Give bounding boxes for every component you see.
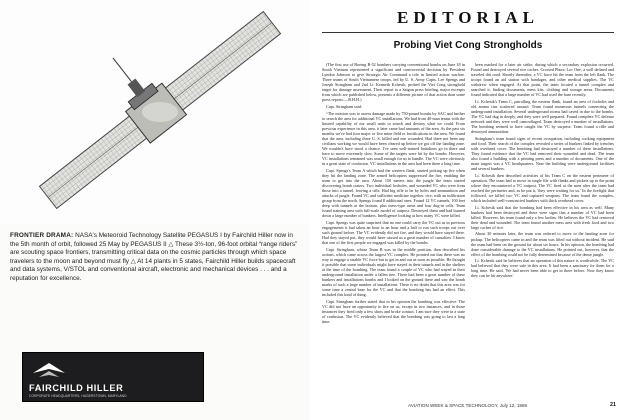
fairchild-hiller-logo xyxy=(22,352,204,402)
paragraph: “The mission was to assess damage made by 750-pound bombs by SAC and further to search the area for additional VC installations. We had from 40-man teams with the limited capability of our small units to search and destroy what we could. From previous experience in this area, it later came bad amounts of the area. As the past six months we've had four major or five mine field or fortifications in the area. We found that the area, including three U. S. killed and one wounded. Had there not been any civilians working we would have been cleared up before we got off the landing zone. We wouldn't have stood a chance. I've seen well-trained battalions go in there and have to move extremely slow. Some of the targets were hit by the bombs. However, VC installations remained was small enough for us to handle. The VC were obviously in a great state of confusion. VC installations in the area had been there a long time. xyxy=(322,110,465,167)
logo-address: CORPORATE HEADQUARTERS, HAGERSTOWN, MARYLAND xyxy=(29,394,127,398)
page-number: 21 xyxy=(610,402,616,408)
headline: Probing Viet Cong Strongholds xyxy=(393,40,543,51)
satellite-illustration xyxy=(0,0,310,225)
article-column-left xyxy=(322,62,465,398)
paragraph: (The first use of Boeing B-52 bombers carrying conventional bombs on June 18 in South Vietnam represented a significant and controversial decision by President Lyndon Johnson to give Strategic Air Command a role in limited action warfare. Three teams of South Vietnamese troops, led by U. S. Army Capts. Lee Spengs and Joseph Stringham and 2nd Lt. Kenneth Kchesik, probed the Viet Cong stronghold target for damage assessment. Their report to a Saigon press briefing, major excerpts from which are published below, presents a different picture of that action than some press reports.—R.H.H.) xyxy=(322,62,465,103)
masthead: EDITORIAL xyxy=(397,8,539,27)
paragraph: been marked for a later air strike, during which a secondary explosion occurred. Found and destroyed several rice caches. Crossed Phuoc Loc One, a well defined and traveled dirt road. Shortly thereafter, a VC force hit the team from the left flank. The troops found an aid station with bandages, and other medical supplies. The VC withdrew when engaged. At that point, the team located a tunnel complex and searched it, finding documents, mess kits, clothing and storage areas. Documents found indicated that a large number of VC had used the base recently. xyxy=(471,62,614,98)
paragraph: Lt. Kchesik's Team C, patrolling the eastern flank, found an area of foxholes and old ammo tins scattered around. Team found numerous tunnels connecting the underground installation. Several underground rooms had caved in due to the bombs. The VC had dug in deeply, and they were well prepared. Found complete VC defense network and they were well camouflaged. Team destroyed a number of installations. The bombing seemed to have caught the VC by surprise. Team found a rifle and destroyed ammunition. xyxy=(471,98,614,135)
paragraph: Capt. Stringham further stated that in his opinion the bombing was effective. The VC did not have an opportunity to fire on us, except in two instances, and in those instances they fired only a few shots and broke contact. I am sure they were in a state of confusion. The VC evidently believed that the bombing was going to last a long time. xyxy=(322,298,465,324)
paragraph: Lt. Kchesik said he believes that an operation of this nature is worthwhile. The VC had believed that they were safe in this area. It had been a sanctuary for them for a long time. He said, 'We had never been able to get in there before. Now they know they can be hit anywhere.' xyxy=(471,258,614,279)
fh-emblem-icon xyxy=(31,359,67,383)
paragraph: About 30 minutes later, the team was ordered to move to the landing zone for pickup. The helicopters came in and the team was lifted out without incident. He said the team had been on the ground for about six hours. In his opinion, the bombing had done considerable damage to the VC installations. He pointed out, however, that the effect of the bombing could not be fully determined because of the dense jungle. xyxy=(471,231,614,257)
article-column-right xyxy=(471,62,614,398)
editorial-page xyxy=(318,0,628,420)
advertisement-page xyxy=(0,0,310,420)
caption-body: NASA's Meteoroid Technology Satellite PEGASUS I by Fairchild Hiller now in the 5th month of orbit, followed 25 May by PEGASUS II △ These 3½-ton, 96-foot orbital “range riders” are scouting space frontiers, transmitting critical data on the cosmic particles through which space travelers to the moon and beyond must fly △ At 14 plants in 5 states, Fairchild Hiller builds spacecraft and data systems, V/STOL and conventional aircraft, electronic and mechanical devices . . . and a reputation for excellence. xyxy=(10,232,298,282)
ad-caption xyxy=(10,232,302,284)
paragraph: Capt. Stringham, whose Team B was in the middle position, then described his actions, which came across the largest VC complex. He pointed out that there was no way to engage a sizable VC force but to get in and out as soon as possible. He thought it possible that some individuals might have stayed in their tunnels and in the shelters at the time of the bombing. The team found a couple of VC who had stayed in their underground installation under a fallen tree. There had been a great number of these bunkers and installations bombs and I looked on the ground there and saw the bomb marks of such a large number of installations. There is no doubt that this area was for some time a central base for the VC and that the bombing has had an effect. This included this kind of thing. xyxy=(322,246,465,298)
paragraph: Capt. Stringham said: xyxy=(326,103,362,109)
pegasus-satellite-photo xyxy=(0,0,310,225)
paragraph: Lt. Kchesik then described activities of his Team C on the eastern perimeter of operation. The team had to move in single file with flanks and pickets up to the point where they encountered a VC outpost. The VC fired at the men after the team had reached the perimeter and, as he put it, 'they were waiting for us.' In the firefight that followed, we killed two VC and captured weapons. The team found the complex, which included well-constructed bunkers with thick overhead cover. xyxy=(471,172,614,203)
paragraph: Capt. Spengs was quite surprised that no one could carry the VC out as in previous engagements it had taken an hour to an hour and a half to run such troops out over such ground before. The VC evidently did not fire, and they would have stayed there. Had they stayed put, they would have caused us a great number of casualties. I know that one of the first people we engaged was killed by the bombs. xyxy=(322,219,465,245)
paragraph: Capt. Spengs's Team A which had the western flank, started picking up fire when they hit the landing zone. The armed helicopters suppressed the fire, enabling the team to get into the area. About 150 meters into the jungle the team started discovering bomb craters. Two individual foxholes, and wounded VC who were from those into a tunnel, leaving a rifle. Had big rifle to be by holes and ammunition and attacks of jungle. Found VC and sufficient medicine together, rice, with an infiltration group from the north. Spengs found 8 additional ones. Found 12 VC tunnels, 100 feet deep with tunnels at the bottom, plus mess-type areas and four dug-in cells. Team found training area with full-scale model of outpost. Destroyed them and had burned down a large number of bunkers. Intelligence looking at how many VC were killed. xyxy=(322,167,465,219)
paragraph: Stringham's team found signs of recent occupation, including cooking equipment and food. Their search of the complex revealed a series of bunkers linked by trenches with overhead cover. The bombing had destroyed a number of these installations. They found evidence that the VC had removed their wounded and dead. The team also found a building with a printing press and a number of documents. One of the main targets was a VC headquarters. Near the building were underground facilities and several bunkers. xyxy=(471,135,614,172)
masthead-rule xyxy=(322,32,614,33)
page-footer: AVIATION WEEK & SPACE TECHNOLOGY, July 12, 1965 xyxy=(408,403,528,408)
logo-name: FAIRCHILD HILLER xyxy=(29,383,124,393)
paragraph: Lt. Kchesik said that the bombing had been effective in his area as well. Many bunkers had been destroyed and there were signs that a number of VC had been killed. However, his team found only a few bodies. He believes the VC had removed their dead and wounded. The team found another mess area with fresh food and two large caches of rice. xyxy=(471,204,614,230)
caption-lead: FRONTIER DRAMA: xyxy=(10,232,74,239)
